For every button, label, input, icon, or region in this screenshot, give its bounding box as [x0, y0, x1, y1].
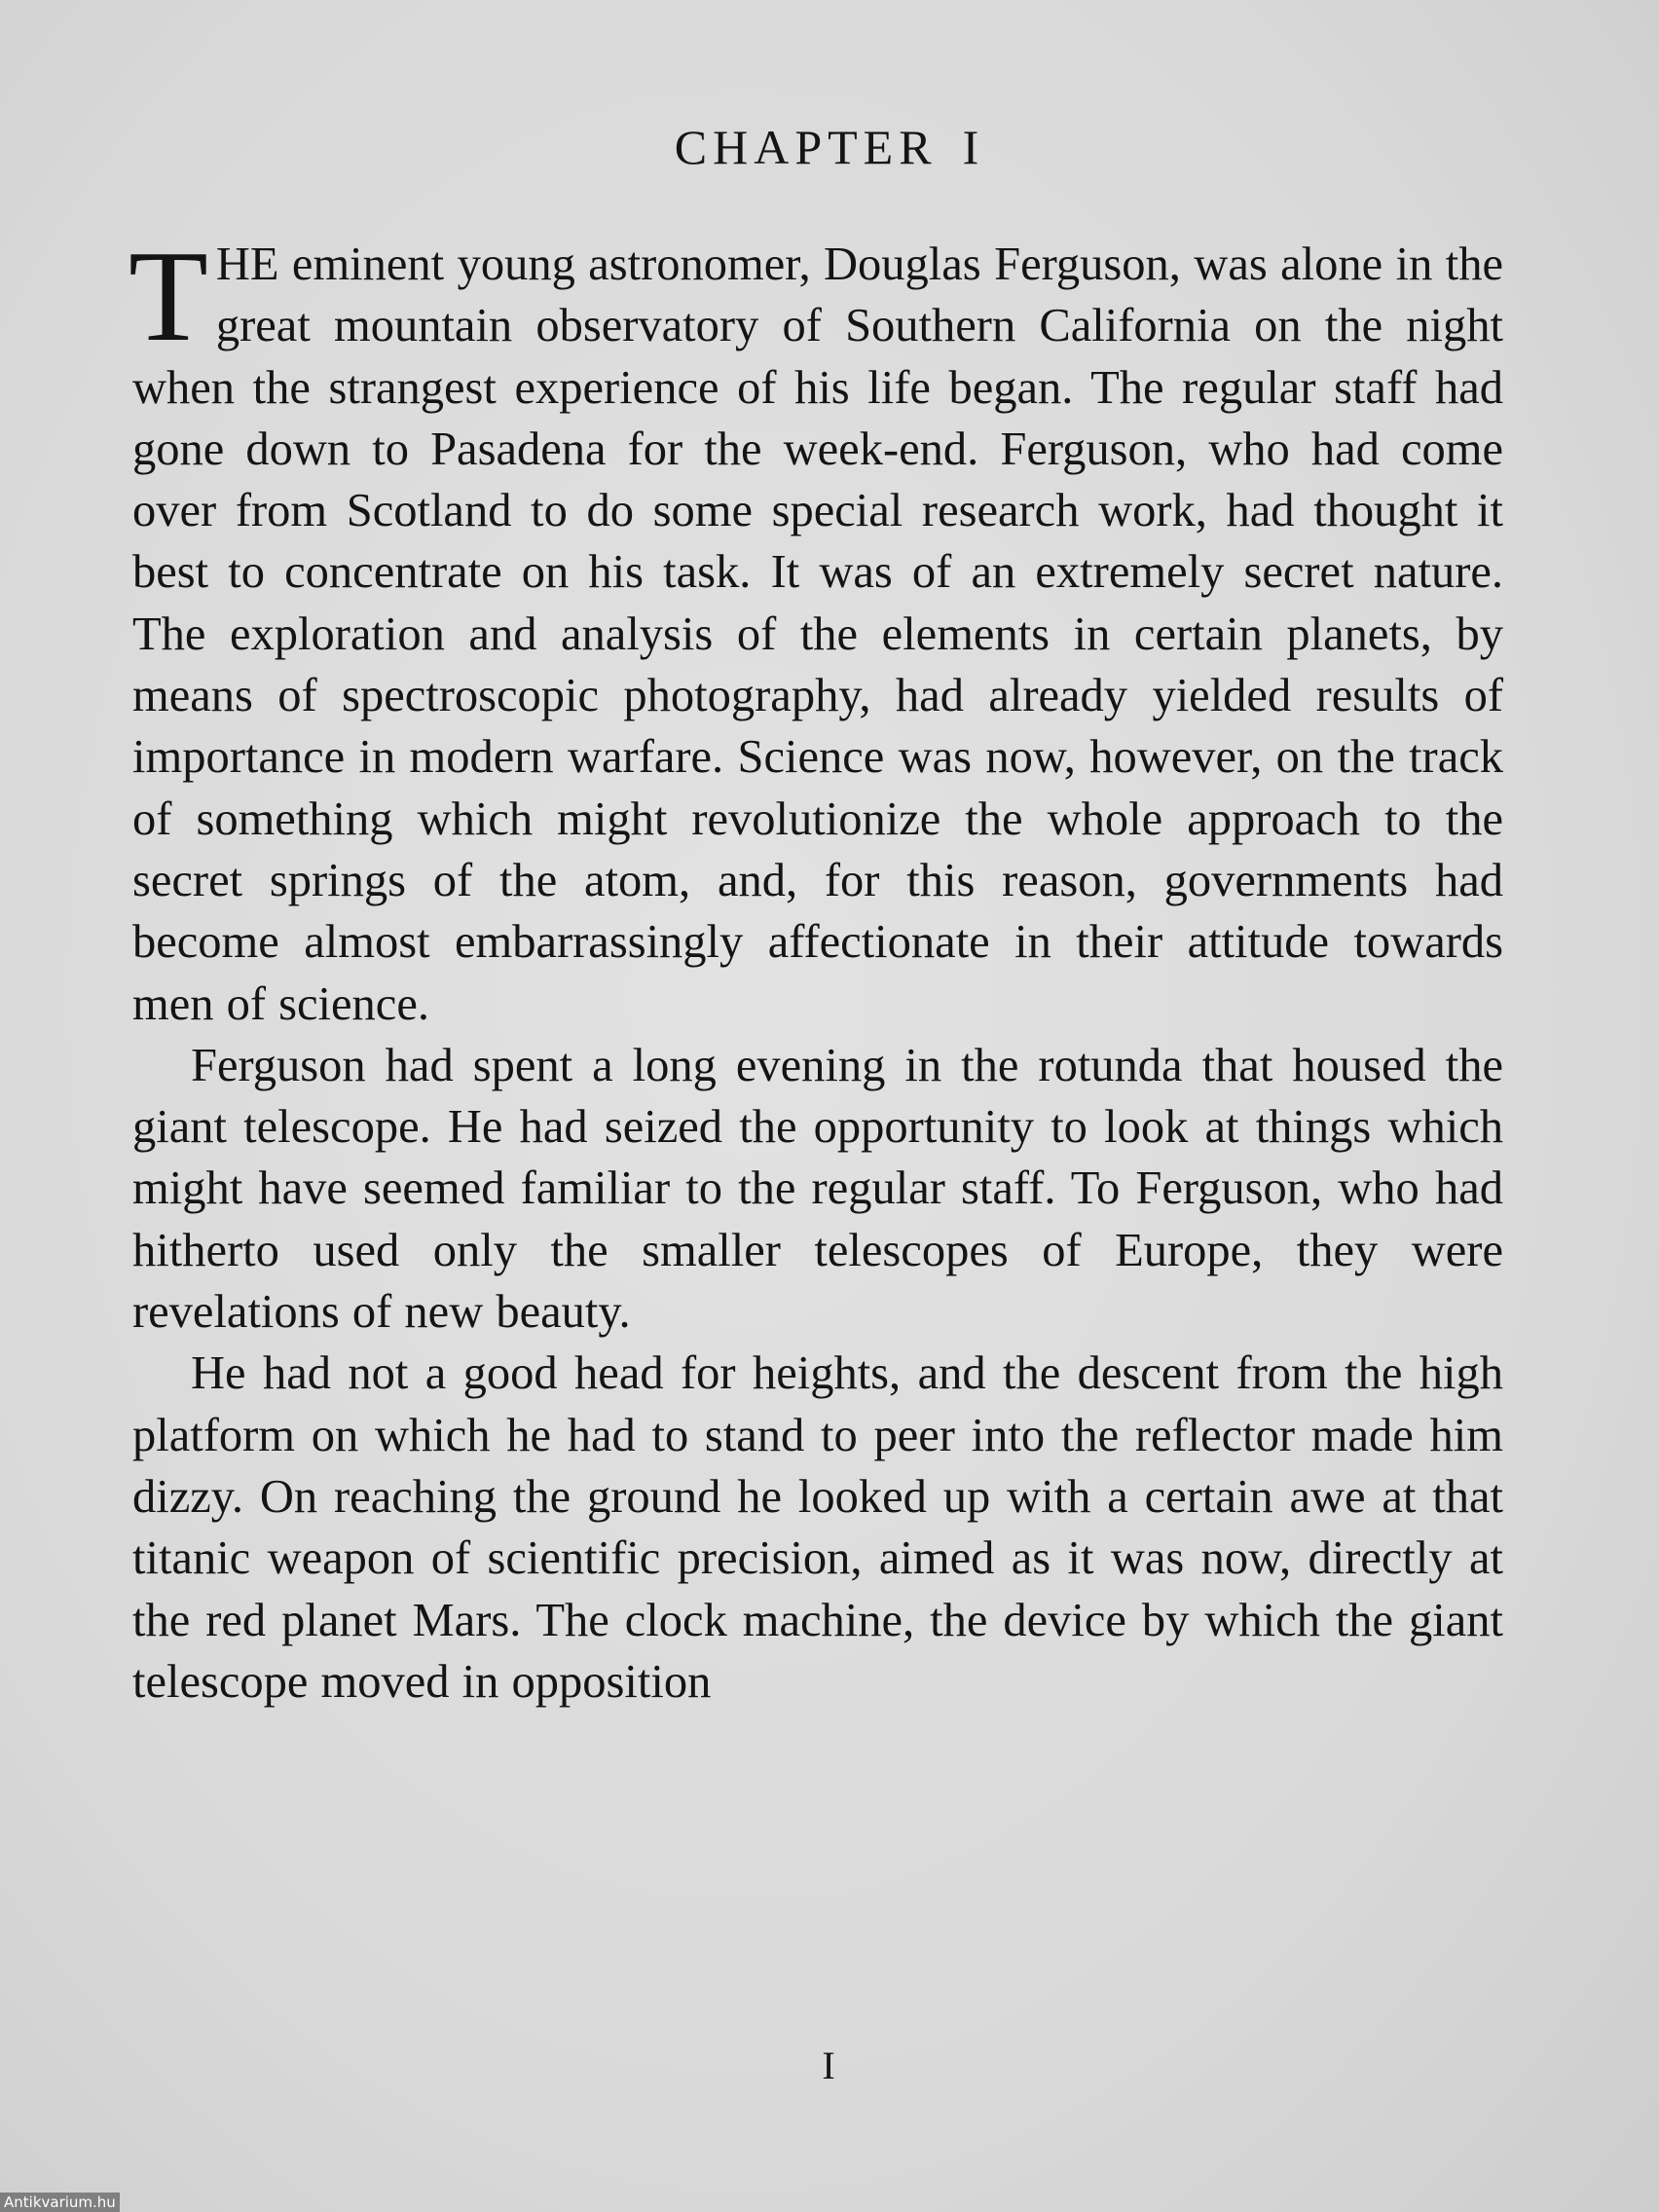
paragraph-1-text: HE eminent young astronomer, Douglas Ferguson, was alone in the great mountain observatory of Southern California on the night when the strangest experience of his life began. The regular staff had gone down to Pasadena for the week-end. Ferguson, who had come over from Scotland to do some special research work, had thought it best to concentrate on his task. It was of an extremely secret nature. The exploration and analysis of the elements in certain planets, by means of spectroscopic photography, had already yielded results of importance in modern warfare. Science was now, however, on the track of something which might revolutionize the whole approach to the secret springs of the atom, and, for this reason, governments had become almost embarrassingly affectionate in their attitude towards men of science.: [132, 239, 1503, 1030]
chapter-number: I: [962, 120, 985, 174]
paragraph-3: He had not a good head for heights, and the descent from the high platform on which he had to stand to peer into the reflector made him dizzy. On reaching the ground he looked up with a certain awe at that titanic weapon of scientific precision, aimed as it was now, directly at the red planet Mars. The clock machine, the device by which the giant telescope moved in opposition: [132, 1347, 1503, 1708]
paragraph-1: [129, 224, 1503, 1035]
chapter-text: [129, 224, 1503, 1713]
paragraph-2: Ferguson had spent a long evening in the rotunda that housed the giant telescope. He had seized the opportunity to look at things which might have seemed familiar to the regular staff. To Ferguson, who had hitherto used only the smaller telescopes of Europe, they were revelations of new beauty.: [132, 1039, 1503, 1339]
page-number: I: [822, 2044, 837, 2087]
drop-cap: T: [129, 224, 208, 368]
watermark: Antikvarium.hu: [0, 2193, 120, 2212]
chapter-label: CHAPTER: [674, 120, 938, 174]
chapter-heading: [0, 119, 1659, 175]
